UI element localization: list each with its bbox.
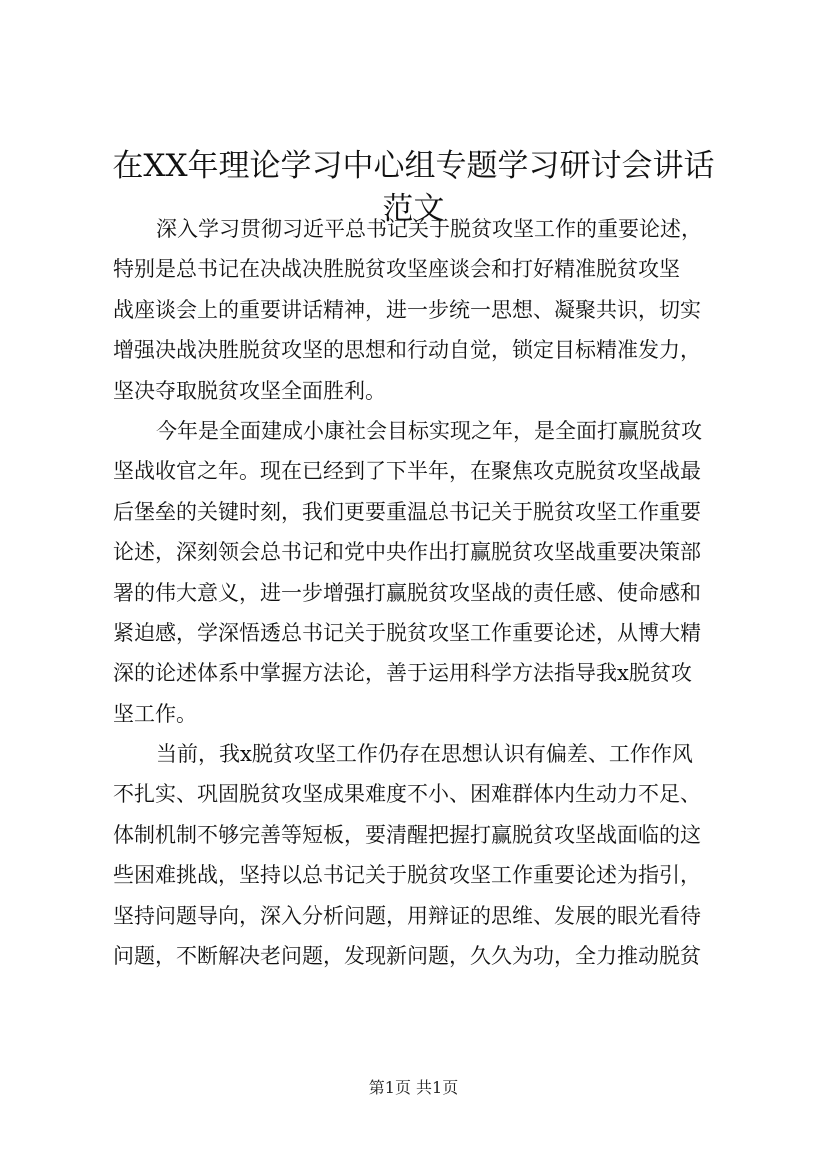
paragraph-2-line-4: 论述，深刻领会总书记和党中央作出打赢脱贫攻坚战重要决策部 bbox=[113, 540, 701, 565]
title-line-1: 在XX年理论学习中心组专题学习研讨会讲话 bbox=[112, 148, 715, 184]
paragraph-1-line-3: 战座谈会上的重要讲话精神，进一步统一思想、凝聚共识，切实 bbox=[113, 297, 701, 322]
paragraph-2-line-5: 署的伟大意义，进一步增强打赢脱贫攻坚战的责任感、使命感和 bbox=[113, 580, 701, 605]
document-body bbox=[113, 209, 735, 976]
paragraph-3-line-5: 坚持问题导向，深入分析问题，用辩证的思维、发展的眼光看待 bbox=[113, 903, 701, 928]
paragraph-1-line-4: 增强决战决胜脱贫攻坚的思想和行动自觉，锁定目标精准发力， bbox=[113, 338, 701, 363]
paragraph-2-line-1: 今年是全面建成小康社会目标实现之年，是全面打赢脱贫攻 bbox=[156, 418, 702, 443]
paragraph-2-line-6: 紧迫感，学深悟透总书记关于脱贫攻坚工作重要论述，从博大精 bbox=[113, 620, 701, 645]
paragraph-1-line-2: 特别是总书记在决战决胜脱贫攻坚座谈会和打好精准脱贫攻坚 bbox=[113, 257, 680, 282]
paragraph-3-line-6: 问题，不断解决老问题，发现新问题，久久为功，全力推动脱贫 bbox=[113, 944, 701, 969]
paragraph-2-line-7: 深的论述体系中掌握方法论，善于运用科学方法指导我x脱贫攻 bbox=[113, 661, 692, 686]
paragraph-2-line-3: 后堡垒的关键时刻，我们更要重温总书记关于脱贫攻坚工作重要 bbox=[113, 499, 701, 524]
paragraph-3-line-2: 不扎实、巩固脱贫攻坚成果难度不小、困难群体内生动力不足、 bbox=[113, 782, 701, 807]
paragraph-1-line-1: 深入学习贯彻习近平总书记关于脱贫攻坚工作的重要论述， bbox=[156, 217, 702, 241]
paragraph-3-line-1: 当前，我x脱贫攻坚工作仍存在思想认识有偏差、工作作风 bbox=[156, 742, 693, 767]
paragraph-3-line-4: 些困难挑战，坚持以总书记关于脱贫攻坚工作重要论述为指引， bbox=[113, 863, 701, 888]
paragraph-1-line-5: 坚决夺取脱贫攻坚全面胜利。 bbox=[113, 378, 386, 403]
paragraph-2-line-2: 坚战收官之年。现在已经到了下半年，在聚焦攻克脱贫攻坚战最 bbox=[113, 459, 701, 484]
page-number-footer: 第1页 共1页 bbox=[368, 1078, 459, 1097]
paragraph-2-line-8: 坚工作。 bbox=[113, 701, 197, 726]
paragraph-3-line-3: 体制机制不够完善等短板，要清醒把握打赢脱贫攻坚战面临的这 bbox=[113, 822, 701, 847]
title-line-2: 范文 bbox=[382, 191, 445, 227]
